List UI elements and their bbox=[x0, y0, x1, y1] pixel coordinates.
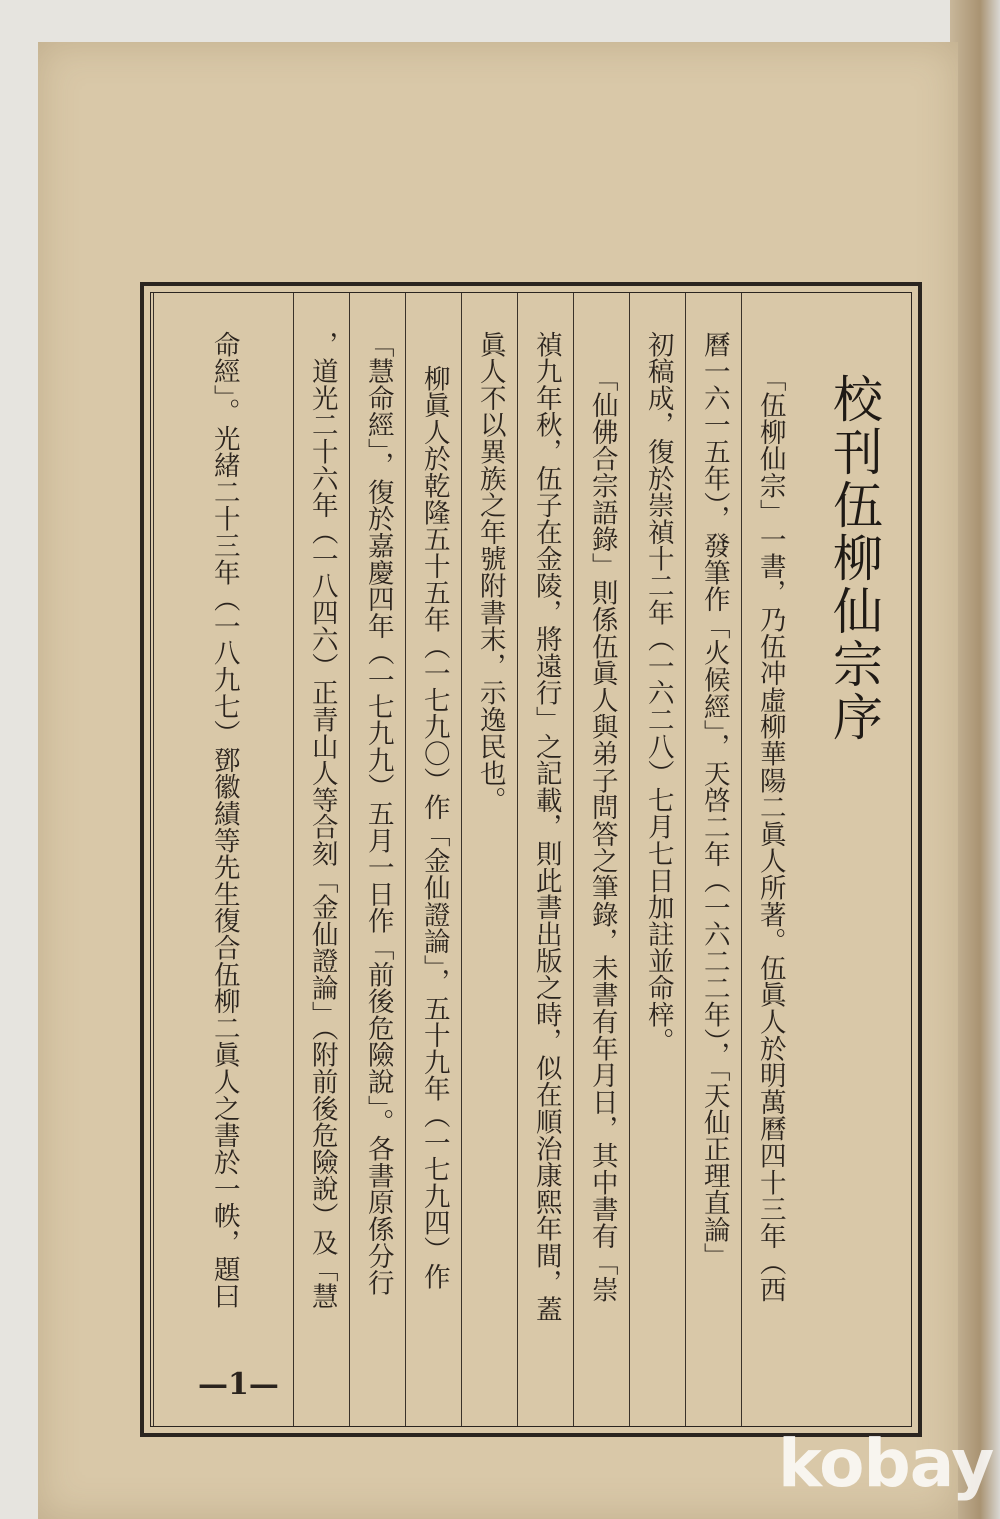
text-column-8 bbox=[349, 293, 405, 1426]
title-column bbox=[797, 293, 911, 1426]
column-text: 曆一六一五年），發筆作「火候經」，天啓二年（一六二二年），「天仙正理直論」 bbox=[698, 331, 730, 1270]
column-text: 「仙佛合宗語錄」則係伍眞人與弟子問答之筆錄，未書有年月日，其中書有「崇 bbox=[586, 365, 618, 1303]
text-frame bbox=[140, 282, 922, 1437]
page-title: 校刊伍柳仙宗序 bbox=[825, 373, 883, 744]
page-number: —1— bbox=[198, 1367, 279, 1402]
text-column-6 bbox=[461, 293, 517, 1426]
text-column-2 bbox=[685, 293, 741, 1426]
column-text: 初稿成，復於崇禎十二年（一六二八）七月七日加註並命梓。 bbox=[642, 331, 674, 1055]
text-column-5 bbox=[517, 293, 573, 1426]
watermark-logo: kobay bbox=[778, 1425, 994, 1502]
text-column-1 bbox=[741, 293, 797, 1426]
column-text: 柳眞人於乾隆五十五年（一七九〇）作「金仙證論」，五十九年（一七九四）作 bbox=[418, 365, 450, 1290]
column-text: 眞人不以異族之年號附書末，示逸民也。 bbox=[474, 331, 506, 814]
column-text: ，道光二十六年（一八四六）正青山人等合刻「金仙證論」（附前後危險說）及「慧 bbox=[306, 331, 338, 1310]
column-text: 命經」。光緒二十三年（一八九七）鄧徽績等先生復合伍柳二眞人之書於一帙，題曰 bbox=[208, 331, 240, 1310]
column-text: 禎九年秋，伍子在金陵，將遠行」之記載，則此書出版之時，似在順治康熙年間，蓋 bbox=[530, 331, 562, 1323]
book-page bbox=[38, 42, 958, 1519]
text-column-9 bbox=[293, 293, 349, 1426]
text-column-3 bbox=[629, 293, 685, 1426]
column-text: 「伍柳仙宗」一書，乃伍冲虛柳華陽二眞人所著。伍眞人於明萬曆四十三年（西 bbox=[754, 365, 786, 1303]
text-column-7 bbox=[405, 293, 461, 1426]
column-text: 「慧命經」，復於嘉慶四年（一七九九）五月一日作「前後危險說」。各書原係分行 bbox=[362, 331, 394, 1297]
text-frame-inner bbox=[150, 292, 912, 1427]
text-column-10 bbox=[153, 293, 293, 1426]
text-column-4 bbox=[573, 293, 629, 1426]
